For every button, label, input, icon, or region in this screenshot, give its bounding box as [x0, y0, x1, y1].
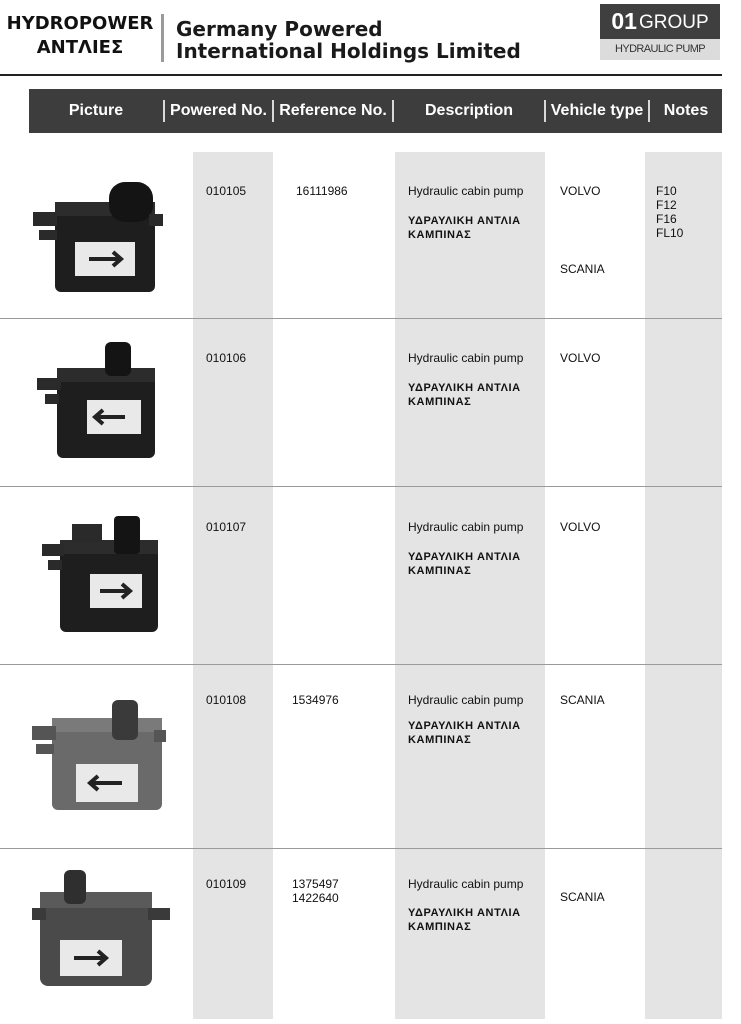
- description-gr: ΥΔΡΑΥΛΙΚΗ ΑΝΤΛΙΑ ΚΑΜΠΙΝΑΣ: [408, 551, 521, 577]
- note-item: F16: [656, 212, 677, 226]
- brand-logo: [0, 12, 160, 60]
- note-item: FL10: [656, 226, 684, 240]
- vehicle-type: VOLVO: [560, 520, 601, 534]
- group-label: GROUP: [638, 12, 709, 33]
- note-item: F10: [656, 184, 677, 198]
- table-header: [29, 89, 722, 133]
- description-en: Hydraulic cabin pump: [408, 351, 524, 365]
- column-header-powered-no: Powered No.: [170, 102, 267, 119]
- reference-no: [292, 877, 339, 905]
- description-gr: ΥΔΡΑΥΛΙΚΗ ΑΝΤΛΙΑ ΚΑΜΠΙΝΑΣ: [408, 907, 521, 933]
- column-header-picture: Picture: [68, 102, 124, 119]
- vehicle-type: SCANIA: [560, 693, 605, 707]
- header-divider: [161, 14, 164, 62]
- row-divider: [0, 848, 722, 849]
- reference-value: 1534976: [292, 693, 339, 707]
- column-header-description: Description: [424, 102, 513, 119]
- company-line-1: Germany Powered: [176, 17, 383, 41]
- row-divider: [0, 664, 722, 665]
- row-divider: [0, 486, 722, 487]
- column-header-reference-no: Reference No.: [279, 102, 387, 119]
- hydraulic-pump-photo: [30, 868, 175, 988]
- description-gr: ΥΔΡΑΥΛΙΚΗ ΑΝΤΛΙΑ ΚΑΜΠΙΝΑΣ: [408, 382, 521, 408]
- reference-no: [292, 693, 339, 707]
- hydraulic-pump-photo: [33, 338, 163, 462]
- description-gr: ΥΔΡΑΥΛΙΚΗ ΑΝΤΛΙΑ ΚΑΜΠΙΝΑΣ: [408, 720, 521, 746]
- reference-value: 1422640: [292, 891, 339, 905]
- header-rule: [0, 74, 722, 76]
- powered-no: 010106: [206, 351, 247, 365]
- note-item: F12: [656, 198, 677, 212]
- group-badge: [600, 4, 720, 39]
- reference-value: 16111986: [296, 184, 348, 198]
- brand-name: HYDROPOWER: [6, 13, 154, 34]
- brand-subtitle: ΑΝΤΛΙΕΣ: [36, 37, 124, 58]
- description-en: Hydraulic cabin pump: [408, 877, 524, 891]
- powered-no: 010105: [206, 184, 247, 198]
- group-number: 01: [611, 8, 637, 34]
- description-en: Hydraulic cabin pump: [408, 520, 524, 534]
- company-name: [176, 18, 521, 62]
- powered-no: 010109: [206, 877, 247, 891]
- vehicle-type: VOLVO: [560, 184, 601, 198]
- column-header-notes: Notes: [663, 102, 709, 119]
- powered-no: 010107: [206, 520, 247, 534]
- notes: [656, 184, 683, 240]
- row-divider: [0, 318, 722, 319]
- company-line-2: International Holdings Limited: [176, 39, 521, 63]
- reference-no: [296, 184, 348, 198]
- powered-no: 010108: [206, 693, 247, 707]
- vehicle-type: SCANIA: [560, 262, 605, 276]
- column-header-vehicle-type: Vehicle type: [550, 102, 644, 119]
- description-gr: ΥΔΡΑΥΛΙΚΗ ΑΝΤΛΙΑ ΚΑΜΠΙΝΑΣ: [408, 215, 521, 241]
- hydraulic-pump-photo: [40, 514, 165, 634]
- group-subtitle: HYDRAULIC PUMP: [600, 39, 720, 60]
- vehicle-type: VOLVO: [560, 351, 601, 365]
- reference-value: 1375497: [292, 877, 339, 891]
- vehicle-type: SCANIA: [560, 890, 605, 904]
- description-en: Hydraulic cabin pump: [408, 184, 524, 198]
- hydraulic-pump-photo: [30, 700, 170, 812]
- description-en: Hydraulic cabin pump: [408, 693, 524, 707]
- notes-column-bg: [645, 152, 722, 1019]
- hydraulic-pump-photo: [25, 178, 170, 296]
